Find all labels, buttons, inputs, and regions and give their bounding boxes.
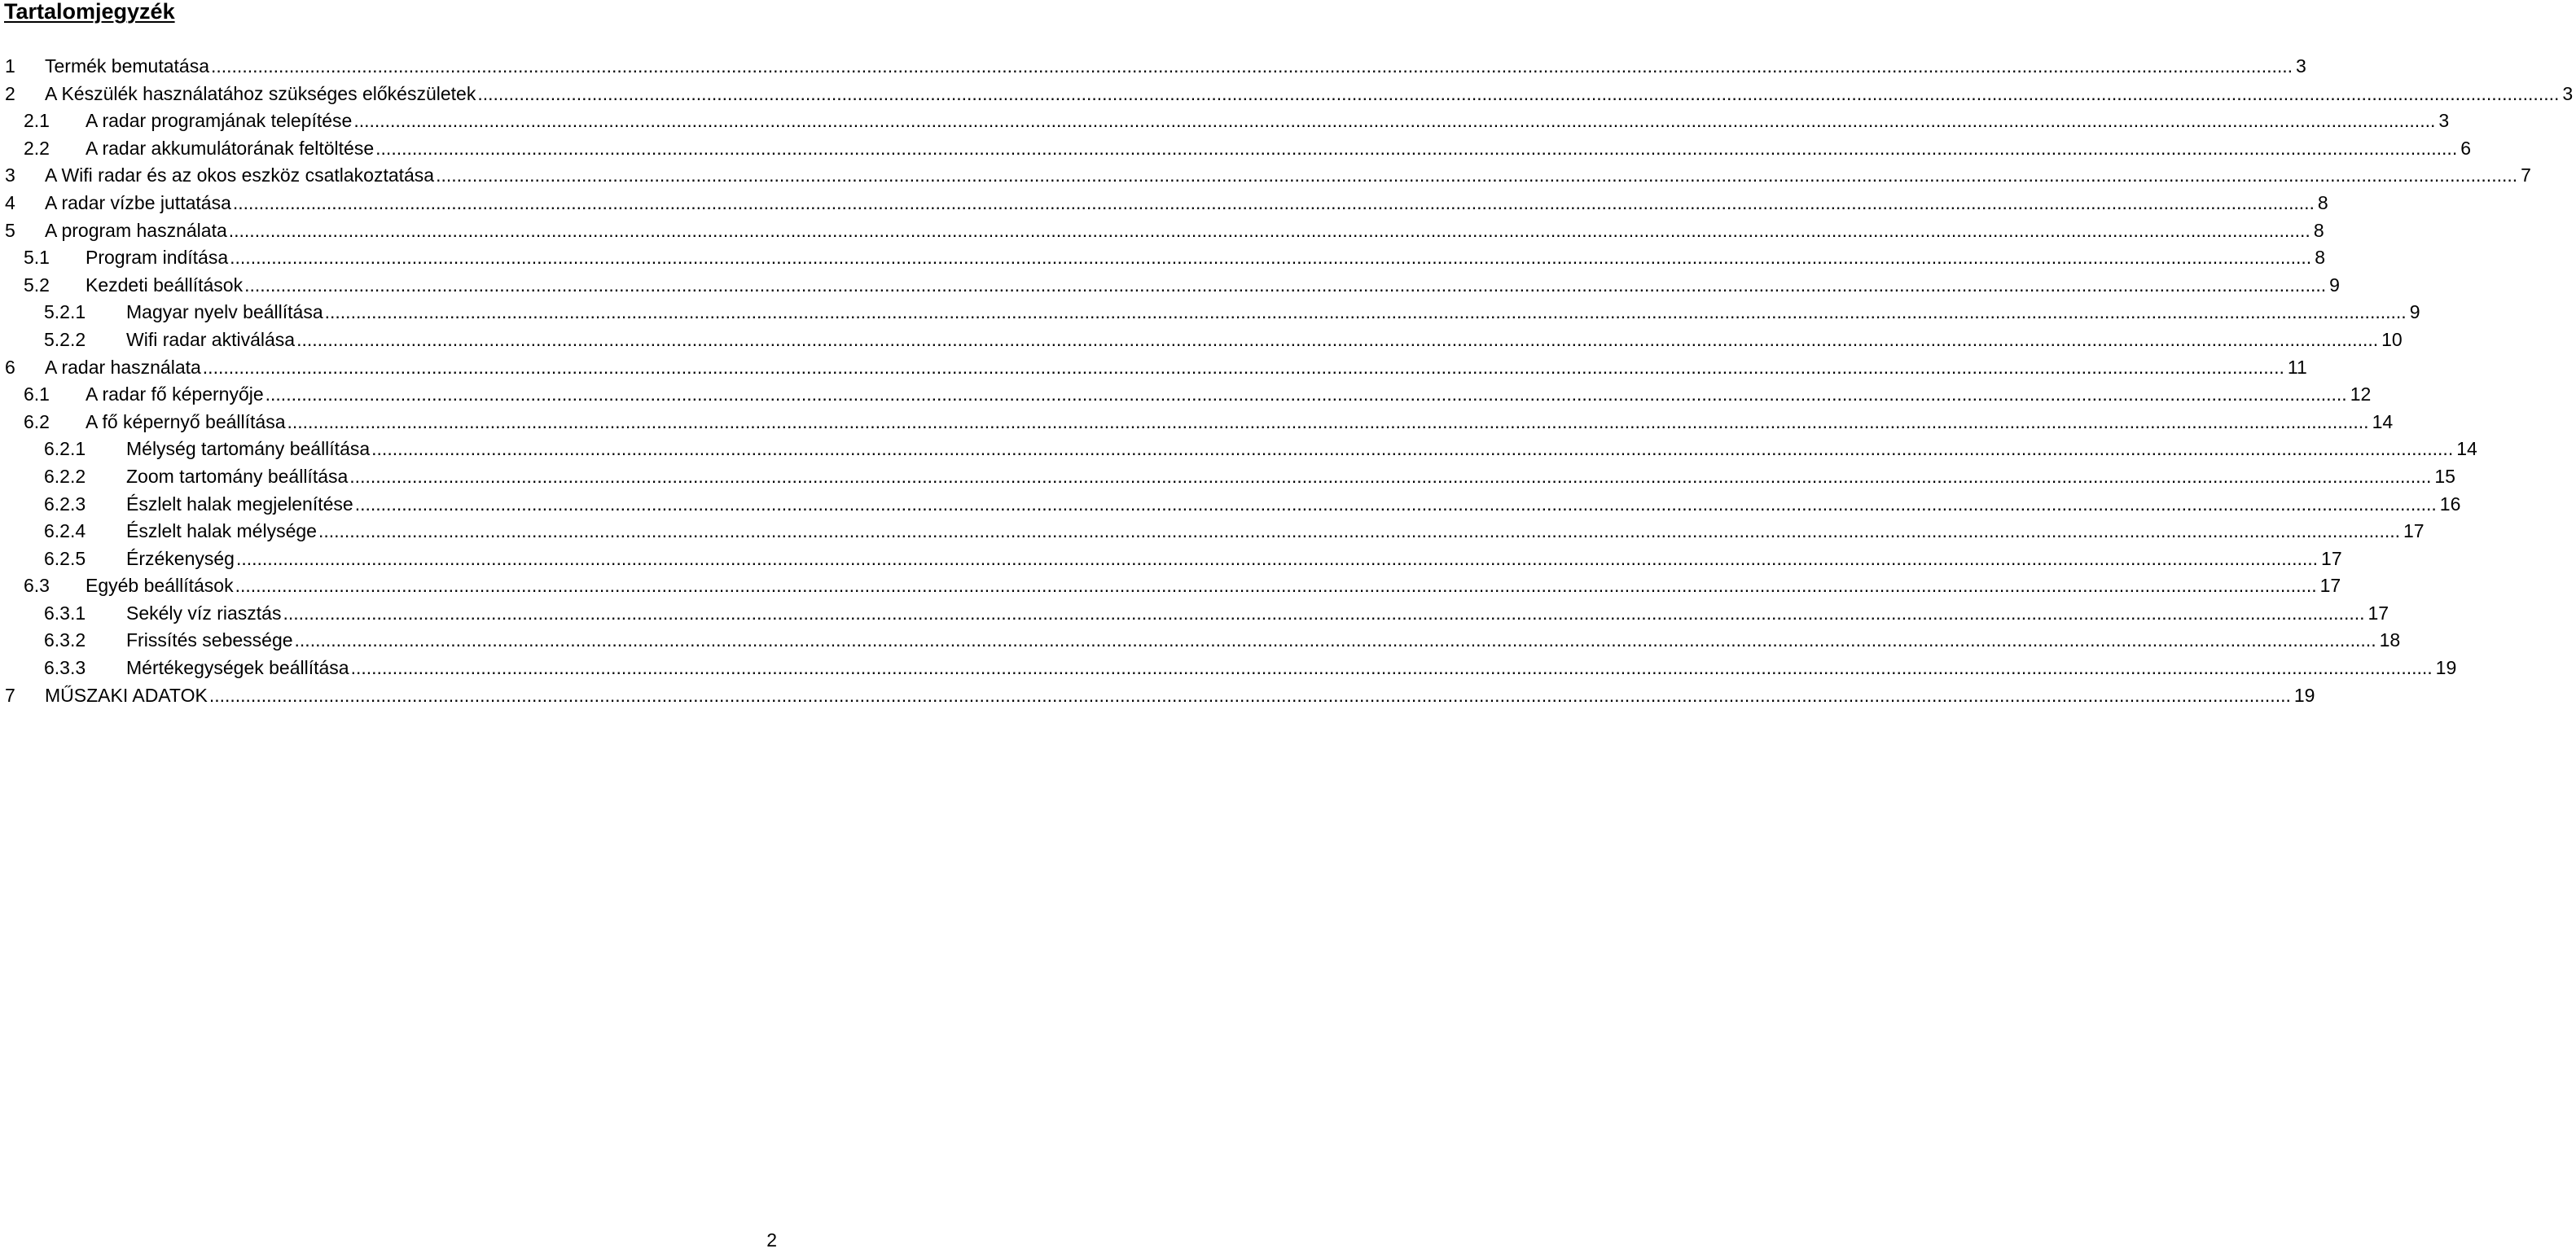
toc-entry-page: 17 [2403,520,2425,542]
toc-entry[interactable] [0,354,2307,382]
toc-entry-link[interactable] [86,135,2472,163]
toc-entry-number: 6.2.3 [44,493,86,515]
toc-entry-number: 3 [5,164,15,186]
toc-dot-leader: ................................................................................................................................................................................................................................................................................................................................................................................................................ [265,383,2347,405]
toc-entry[interactable] [0,53,2306,81]
toc-entry-page: 18 [2379,629,2401,651]
toc-entry[interactable] [0,545,2342,573]
toc-dot-leader: ................................................................................................................................................................................................................................................................................................................................................................................................................ [354,493,2437,515]
toc-entry-link[interactable] [126,491,2461,519]
toc-entry-link[interactable] [86,409,2394,436]
toc-entry-number: 6.3 [24,575,50,597]
toc-entry-link[interactable] [45,162,2531,190]
toc-entry-link[interactable] [86,244,2325,272]
toc-entry-page: 14 [2456,438,2477,460]
toc-entry-link[interactable] [86,107,2450,135]
toc-dot-leader: ................................................................................................................................................................................................................................................................................................................................................................................................................ [202,356,2284,378]
toc-list [0,53,2574,709]
toc-entry-link[interactable] [126,299,2420,326]
toc-entry-label[interactable]: Észlelt halak mélysége [126,520,317,542]
toc-entry-link[interactable] [126,463,2455,491]
toc-entry-link[interactable] [126,326,2403,354]
toc-entry[interactable] [0,107,2450,135]
toc-entry-label[interactable]: A Készülék használatához szükséges előkészületek [45,82,476,104]
toc-title: Tartalomjegyzék [4,0,175,24]
toc-entry-label[interactable]: MŰSZAKI ADATOK [45,684,208,706]
toc-entry-number: 6.3.1 [44,602,86,624]
toc-entry-link[interactable] [86,381,2372,409]
toc-dot-leader: ................................................................................................................................................................................................................................................................................................................................................................................................................ [230,247,2312,269]
toc-entry-number: 6 [5,356,15,378]
toc-dot-leader: ................................................................................................................................................................................................................................................................................................................................................................................................................ [228,219,2311,241]
page-number: 2 [766,1229,777,1251]
toc-entry-label[interactable]: A radar vízbe juttatása [45,191,231,213]
toc-entry-page: 6 [2460,137,2472,159]
toc-entry-page: 8 [2313,219,2324,241]
toc-entry[interactable] [0,135,2472,163]
toc-entry[interactable] [0,81,2574,108]
toc-entry-number: 5.2.2 [44,328,86,350]
toc-entry-page: 9 [2409,301,2420,323]
toc-entry-page: 3 [2296,55,2306,77]
toc-entry-label[interactable]: Egyéb beállítások [86,575,234,597]
toc-dot-leader: ................................................................................................................................................................................................................................................................................................................................................................................................................ [436,164,2518,186]
toc-entry-label[interactable]: A fő képernyő beállítása [86,410,286,432]
toc-entry-label[interactable]: Program indítása [86,247,229,269]
toc-dot-leader: ................................................................................................................................................................................................................................................................................................................................................................................................................ [349,465,2432,487]
toc-entry[interactable] [0,655,2457,682]
toc-dot-leader: ................................................................................................................................................................................................................................................................................................................................................................................................................ [283,602,2365,624]
toc-dot-leader: ................................................................................................................................................................................................................................................................................................................................................................................................................ [296,328,2379,350]
toc-entry[interactable] [0,627,2401,655]
toc-entry-label[interactable]: Mértékegységek beállítása [126,657,349,679]
toc-entry[interactable] [0,162,2531,190]
toc-entry-link[interactable] [45,354,2307,382]
toc-entry-label[interactable]: A radar fő képernyője [86,383,264,405]
toc-dot-leader: ................................................................................................................................................................................................................................................................................................................................................................................................................ [294,629,2376,651]
toc-entry-number: 6.2.1 [44,438,86,460]
toc-entry-page: 8 [2315,247,2325,269]
toc-dot-leader: ................................................................................................................................................................................................................................................................................................................................................................................................................ [208,684,2291,706]
toc-entry-label[interactable]: Sekély víz riasztás [126,602,282,624]
toc-entry-number: 2.1 [24,110,50,132]
toc-entry-page: 17 [2368,602,2389,624]
toc-entry-number: 6.2.5 [44,547,86,569]
toc-entry[interactable] [0,518,2425,545]
toc-entry-page: 3 [2438,110,2450,132]
toc-entry-number: 6.1 [24,383,50,405]
toc-dot-leader: ................................................................................................................................................................................................................................................................................................................................................................................................................ [318,520,2401,542]
toc-entry[interactable] [0,682,2315,710]
toc-entry-page: 17 [2321,547,2342,569]
toc-dot-leader: ................................................................................................................................................................................................................................................................................................................................................................................................................ [210,55,2293,77]
toc-entry-link[interactable] [126,518,2425,545]
toc-entry-label[interactable]: Zoom tartomány beállítása [126,465,349,487]
toc-entry-link[interactable] [86,572,2341,600]
toc-entry-number: 6.3.3 [44,657,86,679]
toc-entry-page: 17 [2319,575,2341,597]
toc-entry-number: 6.2.2 [44,465,86,487]
toc-entry-link[interactable] [45,217,2324,245]
toc-entry-link[interactable] [126,600,2389,628]
toc-entry-page: 10 [2381,328,2403,350]
toc-entry-link[interactable] [126,655,2457,682]
toc-entry-label[interactable]: Frissítés sebessége [126,629,293,651]
toc-dot-leader: ................................................................................................................................................................................................................................................................................................................................................................................................................ [477,82,2560,104]
toc-entry[interactable] [0,299,2420,326]
toc-entry-page: 19 [2435,657,2457,679]
toc-entry-label[interactable]: A program használata [45,219,227,241]
toc-entry-number: 5.2 [24,274,50,296]
toc-entry-label[interactable]: Magyar nyelv beállítása [126,301,323,323]
toc-entry-number: 7 [5,684,15,706]
toc-entry-label[interactable]: A radar programjának telepítése [86,110,353,132]
toc-entry-number: 6.2 [24,410,50,432]
toc-entry-label[interactable]: Észlelt halak megjelenítése [126,493,353,515]
toc-entry-link[interactable] [45,190,2328,217]
toc-entry[interactable] [0,409,2394,436]
toc-entry-number: 2 [5,82,15,104]
toc-entry-number: 4 [5,191,15,213]
toc-entry-page: 19 [2293,684,2315,706]
toc-entry[interactable] [0,436,2477,463]
toc-entry[interactable] [0,326,2403,354]
toc-entry[interactable] [0,272,2340,300]
toc-entry-label[interactable]: Wifi radar aktiválása [126,328,296,350]
toc-entry[interactable] [0,381,2372,409]
toc-entry-page: 7 [2521,164,2531,186]
toc-entry-link[interactable] [45,682,2315,710]
toc-dot-leader: ................................................................................................................................................................................................................................................................................................................................................................................................................ [287,410,2369,432]
toc-entry-number: 5 [5,219,15,241]
toc-entry-number: 5.2.1 [44,301,86,323]
toc-entry-link[interactable] [126,627,2401,655]
toc-entry-label[interactable]: Termék bemutatása [45,55,209,77]
toc-entry-link[interactable] [126,545,2342,573]
toc-entry-page: 8 [2317,191,2328,213]
toc-entry-label[interactable]: A Wifi radar és az okos eszköz csatlakoztatása [45,164,435,186]
toc-dot-leader: ................................................................................................................................................................................................................................................................................................................................................................................................................ [353,110,2436,132]
toc-entry-page: 3 [2562,82,2574,104]
toc-entry[interactable] [0,244,2325,272]
toc-entry-number: 6.2.4 [44,520,86,542]
toc-dot-leader: ................................................................................................................................................................................................................................................................................................................................................................................................................ [232,191,2315,213]
toc-entry-page: 11 [2287,356,2307,378]
toc-entry-label[interactable]: A radar használata [45,356,201,378]
toc-entry-label[interactable]: Mélység tartomány beállítása [126,438,371,460]
toc-entry-label[interactable]: Érzékenység [126,547,235,569]
toc-dot-leader: ................................................................................................................................................................................................................................................................................................................................................................................................................ [324,301,2407,323]
toc-entry-link[interactable] [126,436,2477,463]
toc-entry-number: 5.1 [24,247,50,269]
toc-entry-page: 14 [2372,410,2394,432]
toc-dot-leader: ................................................................................................................................................................................................................................................................................................................................................................................................................ [235,547,2319,569]
toc-dot-leader: ................................................................................................................................................................................................................................................................................................................................................................................................................ [371,438,2454,460]
toc-entry-link[interactable] [45,53,2306,81]
toc-dot-leader: ................................................................................................................................................................................................................................................................................................................................................................................................................ [375,137,2458,159]
toc-entry-link[interactable] [86,272,2340,300]
toc-entry-number: 1 [5,55,15,77]
toc-dot-leader: ................................................................................................................................................................................................................................................................................................................................................................................................................ [350,657,2433,679]
toc-entry[interactable] [0,190,2328,217]
toc-entry-link[interactable] [45,81,2574,108]
toc-dot-leader: ................................................................................................................................................................................................................................................................................................................................................................................................................ [235,575,2317,597]
toc-entry-page: 16 [2439,493,2461,515]
toc-entry[interactable] [0,491,2461,519]
toc-entry-page: 9 [2329,274,2340,296]
toc-entry-number: 6.3.2 [44,629,86,651]
toc-entry[interactable] [0,217,2324,245]
toc-entry-page: 12 [2350,383,2372,405]
toc-entry-page: 15 [2434,465,2455,487]
toc-entry-label[interactable]: Kezdeti beállítások [86,274,244,296]
toc-entry-label[interactable]: A radar akkumulátorának feltöltése [86,137,375,159]
toc-entry[interactable] [0,600,2389,628]
toc-dot-leader: ................................................................................................................................................................................................................................................................................................................................................................................................................ [244,274,2327,296]
toc-entry-number: 2.2 [24,137,50,159]
toc-entry[interactable] [0,572,2341,600]
toc-entry[interactable] [0,463,2455,491]
